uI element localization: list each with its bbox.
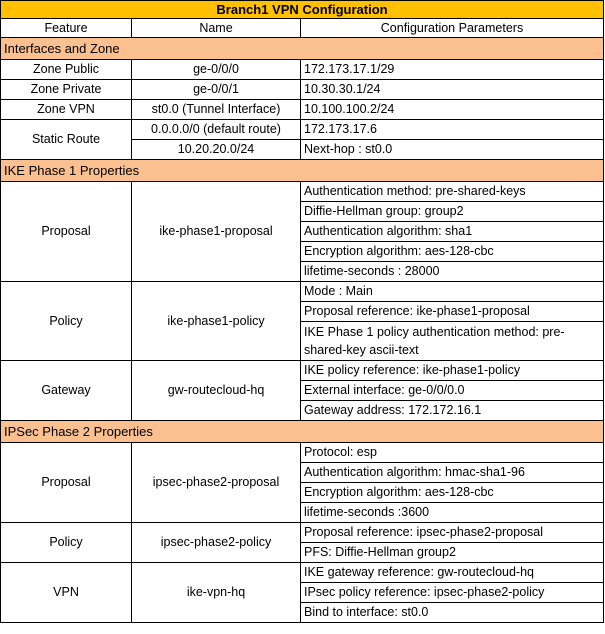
feature-cell: Zone VPN	[1, 100, 132, 120]
param-cell: Protocol: esp	[301, 443, 604, 463]
section-label: IKE Phase 1 Properties	[1, 160, 604, 182]
feature-cell: Zone Public	[1, 60, 132, 80]
header-params: Configuration Parameters	[301, 19, 604, 38]
name-cell: ge-0/0/0	[132, 60, 301, 80]
table-row	[1, 523, 604, 543]
name-cell: ike-vpn-hq	[132, 563, 301, 623]
feature-cell: Proposal	[1, 443, 132, 523]
table-row	[1, 563, 604, 583]
feature-cell: Gateway	[1, 361, 132, 421]
table-row	[1, 443, 604, 463]
param-cell: Mode : Main	[301, 282, 604, 302]
name-cell: ipsec-phase2-proposal	[132, 443, 301, 523]
param-cell: Encryption algorithm: aes-128-cbc	[301, 242, 604, 262]
param-cell: 172.173.17.1/29	[301, 60, 604, 80]
header-feature: Feature	[1, 19, 132, 38]
param-cell: External interface: ge-0/0/0.0	[301, 381, 604, 401]
feature-cell: Static Route	[1, 120, 132, 160]
param-cell: 172.173.17.6	[301, 120, 604, 140]
param-cell: Authentication algorithm: hmac-sha1-96	[301, 463, 604, 483]
title-row	[1, 1, 604, 19]
param-cell: PFS: Diffie-Hellman group2	[301, 543, 604, 563]
table-row	[1, 120, 604, 140]
name-cell: ike-phase1-proposal	[132, 182, 301, 282]
param-cell: IKE policy reference: ike-phase1-policy	[301, 361, 604, 381]
param-cell: Diffie-Hellman group: group2	[301, 202, 604, 222]
param-cell: Authentication algorithm: sha1	[301, 222, 604, 242]
name-cell: 10.20.20.0/24	[132, 140, 301, 160]
param-cell: Gateway address: 172.172.16.1	[301, 401, 604, 421]
table-row	[1, 282, 604, 302]
name-cell: ike-phase1-policy	[132, 282, 301, 361]
table-row	[1, 60, 604, 80]
name-cell: gw-routecloud-hq	[132, 361, 301, 421]
section-ike-phase1	[1, 160, 604, 182]
param-cell: IKE gateway reference: gw-routecloud-hq	[301, 563, 604, 583]
param-cell: Bind to interface: st0.0	[301, 603, 604, 623]
section-label: Interfaces and Zone	[1, 38, 604, 60]
table-row	[1, 100, 604, 120]
param-cell: Proposal reference: ipsec-phase2-proposal	[301, 523, 604, 543]
param-cell: 10.30.30.1/24	[301, 80, 604, 100]
name-cell: 0.0.0.0/0 (default route)	[132, 120, 301, 140]
param-cell: 10.100.100.2/24	[301, 100, 604, 120]
param-cell: Authentication method: pre-shared-keys	[301, 182, 604, 202]
header-row	[1, 19, 604, 38]
header-name: Name	[132, 19, 301, 38]
param-cell: lifetime-seconds : 28000	[301, 262, 604, 282]
param-cell: lifetime-seconds :3600	[301, 503, 604, 523]
table-row	[1, 361, 604, 381]
feature-cell: Zone Private	[1, 80, 132, 100]
table-row	[1, 80, 604, 100]
feature-cell: Policy	[1, 282, 132, 361]
param-cell: Next-hop : st0.0	[301, 140, 604, 160]
name-cell: ipsec-phase2-policy	[132, 523, 301, 563]
name-cell: ge-0/0/1	[132, 80, 301, 100]
table-title: Branch1 VPN Configuration	[1, 1, 604, 19]
feature-cell: VPN	[1, 563, 132, 623]
param-cell: Proposal reference: ike-phase1-proposal	[301, 302, 604, 322]
feature-cell: Policy	[1, 523, 132, 563]
param-cell: IPsec policy reference: ipsec-phase2-policy	[301, 583, 604, 603]
section-interfaces	[1, 38, 604, 60]
feature-cell: Proposal	[1, 182, 132, 282]
section-ipsec-phase2	[1, 421, 604, 443]
table-row	[1, 182, 604, 202]
name-cell: st0.0 (Tunnel Interface)	[132, 100, 301, 120]
param-cell: IKE Phase 1 policy authentication method: pre-shared-key ascii-text	[301, 322, 604, 361]
section-label: IPSec Phase 2 Properties	[1, 421, 604, 443]
param-cell: Encryption algorithm: aes-128-cbc	[301, 483, 604, 503]
